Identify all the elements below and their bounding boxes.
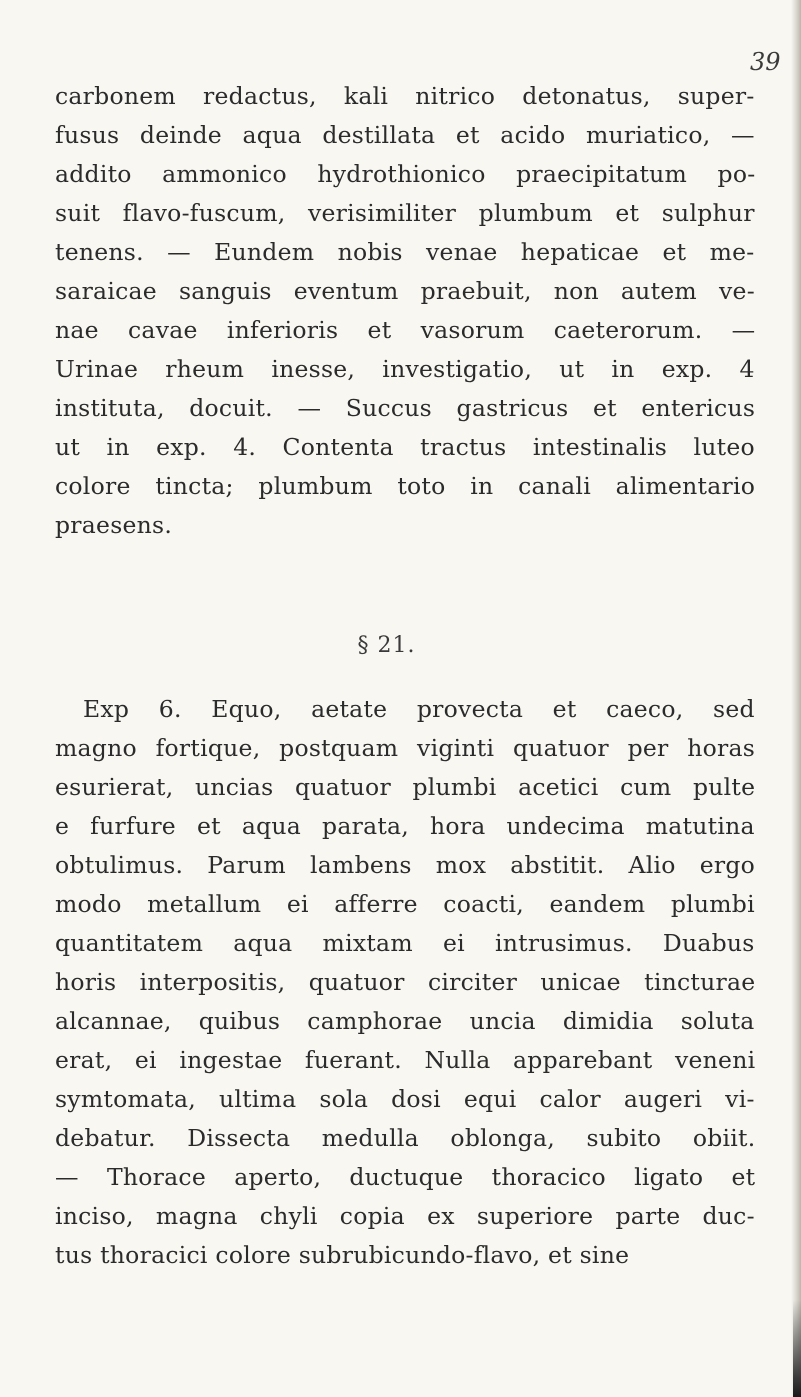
text-line: tenens. — Eundem nobis venae hepaticae et me- [55,238,755,266]
text-line: tus thoracici colore subrubicundo-flavo, et sine [55,1241,630,1269]
text-line: nae cavae inferioris et vasorum caeterorum. — [55,316,756,344]
text-line: magno fortique, postquam viginti quatuor per horas [55,734,756,762]
text-line: — Thorace aperto, ductuque thoracico ligato et [55,1163,756,1191]
text-line: suit flavo-fuscum, verisimiliter plumbum et sulphur [55,199,755,227]
section-heading [0,633,801,658]
paragraph-2 [55,690,775,1275]
text-line: quantitatem aqua mixtam ei intrusimus. Duabus [55,929,755,957]
page-number: 39 [750,48,781,76]
text-line: esurierat, uncias quatuor plumbi acetici cum pulte [55,773,756,801]
text-line: symtomata, ultima sola dosi equi calor augeri vi- [55,1085,755,1113]
paragraph-1 [55,77,775,545]
section-heading-text: § 21. [357,633,416,658]
page-edge-shadow [791,0,801,1397]
text-line: colore tincta; plumbum toto in canali alimentario [55,472,756,500]
text-line: praesens. [55,511,173,539]
text-line: obtulimus. Parum lambens mox abstitit. Alio ergo [55,851,756,879]
page-corner-shadow [793,1300,801,1397]
text-line: instituta, docuit. — Succus gastricus et entericus [55,394,756,422]
text-line: ut in exp. 4. Contenta tractus intestinalis luteo [55,433,755,461]
text-line: addito ammonico hydrothionico praecipitatum po- [55,160,756,188]
text-line: Urinae rheum inesse, investigatio, ut in exp. 4 [55,355,755,383]
text-line: carbonem redactus, kali nitrico detonatus, super- [55,82,755,110]
text-line: saraicae sanguis eventum praebuit, non autem ve- [55,277,755,305]
text-line: alcannae, quibus camphorae uncia dimidia soluta [55,1007,755,1035]
text-line: erat, ei ingestae fuerant. Nulla apparebant veneni [55,1046,756,1074]
text-line: e furfure et aqua parata, hora undecima matutina [55,812,755,840]
text-line: Exp 6. Equo, aetate provecta et caeco, sed [83,695,755,723]
text-line: modo metallum ei afferre coacti, eandem plumbi [55,890,755,918]
text-line: horis interpositis, quatuor circiter unicae tincturae [55,968,756,996]
text-line: inciso, magna chyli copia ex superiore parte duc- [55,1202,755,1230]
text-line: fusus deinde aqua destillata et acido muriatico, — [55,121,755,149]
text-line: debatur. Dissecta medulla oblonga, subito obiit. [55,1124,756,1152]
